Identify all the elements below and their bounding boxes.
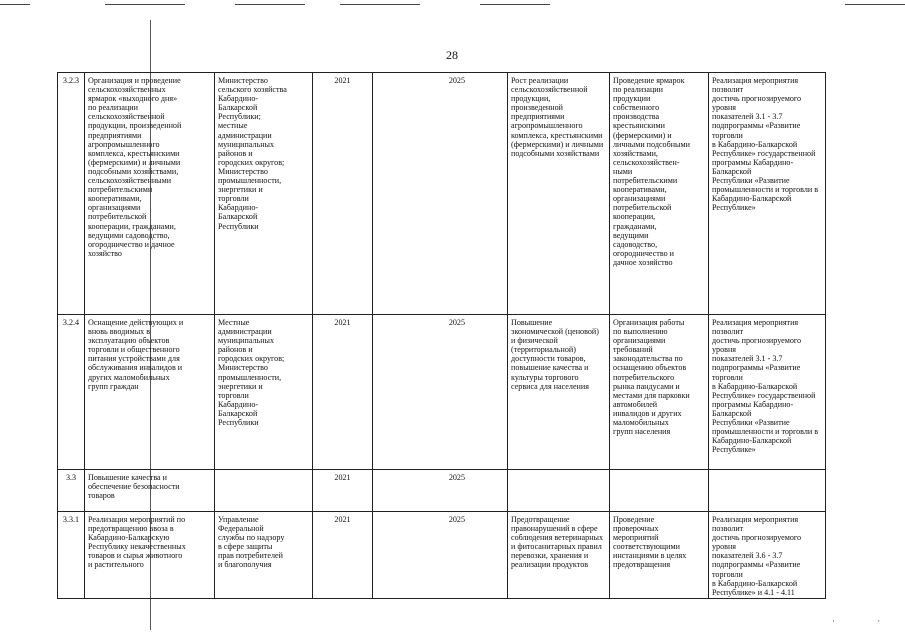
- executor: Местные администрации муниципальных районов и городских округов; Министерство промышленности, энергетики и торговли Кабардино- Балкарской Республики: [215, 315, 313, 470]
- indicator-link: Реализация мероприятия позволит достичь прогнозируемого уровня показателей 3.1 - 3.7 подпрограммы «Развитие торговли в Кабардино-Балкарской Республике» государственной программы Кабардино-Балкарской Республики «Развитие промышленности и торговли в Кабардино-Балкарской Республике»: [709, 73, 826, 315]
- executor: Министерство сельского хозяйства Кабардино- Балкарской Республики; местные администрации муниципальных районов и городских округов; Министерство промышленности, энергетики и торговли Кабардино- Балкарской Республики: [215, 73, 313, 315]
- executor: Управление Федеральной службы по надзору в сфере защиты прав потребителей и благополучия: [215, 512, 313, 599]
- activity-content: Проведение проверочных мероприятий соответствующими инстанциями в целях предотвращения: [610, 512, 709, 599]
- scan-top-line-4: [340, 4, 420, 5]
- indicator-link: Реализация мероприятия позволит достичь прогнозируемого уровня показателей 3.1 - 3.7 подпрограммы «Развитие торговли в Кабардино-Балкарской Республике» государственной программы Кабардино-Балкарской Республики «Развитие промышленности и торговли в Кабардино-Балкарской Республике»: [709, 315, 826, 470]
- end-year: 2025: [373, 512, 508, 599]
- program-activities-table: [57, 72, 826, 599]
- scan-corner-marks: · ·: [832, 616, 901, 626]
- start-year: 2021: [313, 512, 373, 599]
- table-row: [58, 470, 826, 512]
- start-year: 2021: [313, 315, 373, 470]
- start-year: 2021: [313, 73, 373, 315]
- indicator-link: [709, 470, 826, 512]
- activity-content: Проведение ярмарок по реализации продукции собственного производства крестьянскими (фермерскими) и личными подсобными хозяйствами, сельскохозяйствен- ными потребительскими кооперативами, организациями потребительской кооперации, гражданами, ведущими садоводство, огородничество и дачное хозяйство: [610, 73, 709, 315]
- activity-title: Оснащение действующих и вновь вводимых в эксплуатацию объектов торговли и общественного питания устройствами для обслуживания инвалидов и других маломобильных групп граждан: [85, 315, 215, 470]
- scan-top-line-2: [105, 4, 185, 5]
- table-row: [58, 315, 826, 470]
- end-year: 2025: [373, 470, 508, 512]
- row-number: 3.3.1: [58, 512, 85, 599]
- row-number: 3.2.4: [58, 315, 85, 470]
- scan-top-line-1: [0, 4, 30, 5]
- activity-title: Повышение качества и обеспечение безопасности товаров: [85, 470, 215, 512]
- indicator-link: Реализация мероприятия позволит достичь прогнозируемого уровня показателей 3.6 - 3.7 подпрограммы «Развитие торговли в Кабардино-Балкарской Республике» и 4.1 - 4.11: [709, 512, 826, 599]
- expected-result: [508, 470, 610, 512]
- expected-result: Предотвращение правонарушений в сфере соблюдения ветеринарных и фитосанитарных правил перевозки, хранения и реализации продуктов: [508, 512, 610, 599]
- activity-title: Реализация мероприятий по предотвращению ввоза в Кабардино-Балкарскую Республику некачественных товаров и сырья животного и растительного: [85, 512, 215, 599]
- end-year: 2025: [373, 73, 508, 315]
- row-number: 3.2.3: [58, 73, 85, 315]
- activity-title: Организация и проведение сельскохозяйственных ярмарок «выходного дня» по реализации сельскохозяйственной продукции, произведенной предприятиями агропромышленного комплекса, крестьянскими (фермерскими) и личными подсобными хозяйствами, сельскохозяйственными потребительскими кооперативами, организациями потребительской кооперации, гражданами, ведущими садоводство, огородничество и дачное хозяйство: [85, 73, 215, 315]
- scan-top-line-6: [845, 4, 905, 5]
- scan-top-line-5: [480, 4, 550, 5]
- expected-result: Рост реализации сельскохозяйственной продукции, произведенной предприятиями агропромышленного комплекса, крестьянскими (фермерскими) и личными подсобными хозяйствами: [508, 73, 610, 315]
- executor: [215, 470, 313, 512]
- activity-content: [610, 470, 709, 512]
- expected-result: Повышение экономической (ценовой) и физической (территориальной) доступности товаров, повышение качества и культуры торгового сервиса для населения: [508, 315, 610, 470]
- row-number: 3.3: [58, 470, 85, 512]
- activity-content: Организация работы по выполнению организациями требований законодательства по оснащению объектов потребительского рынка пандусами и местами для парковки автомобилей инвалидов и других маломобильных групп населения: [610, 315, 709, 470]
- end-year: 2025: [373, 315, 508, 470]
- page-number: 28: [446, 48, 458, 62]
- table-row: [58, 512, 826, 599]
- start-year: 2021: [313, 470, 373, 512]
- scan-top-line-3: [235, 4, 305, 5]
- table-row: [58, 73, 826, 315]
